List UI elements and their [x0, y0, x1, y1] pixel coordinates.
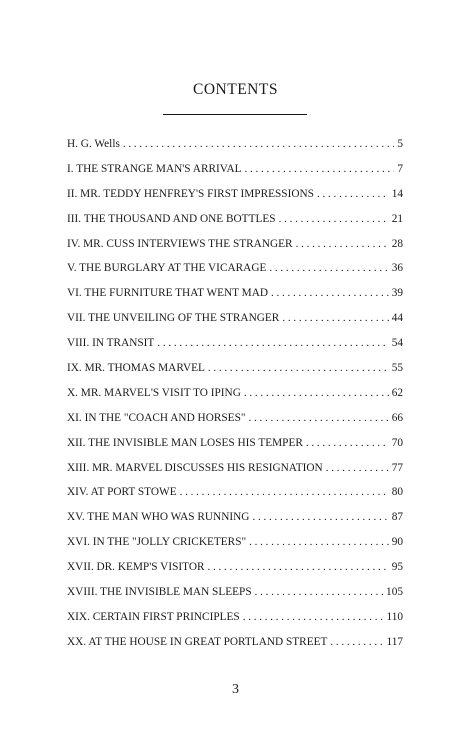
toc-entry-page: 62: [391, 386, 403, 399]
toc-entry[interactable]: [67, 385, 403, 410]
toc-entry[interactable]: [67, 484, 403, 509]
toc-entry-title: XII. THE INVISIBLE MAN LOSES HIS TEMPER: [67, 436, 303, 449]
dot-leader: [245, 161, 395, 177]
toc-entry-title: VIII. IN TRANSIT: [67, 337, 155, 350]
toc-entry-title: II. MR. TEDDY HENFREY'S FIRST IMPRESSIONS: [67, 187, 314, 200]
dot-leader: [123, 136, 394, 152]
page-number: 3: [232, 682, 239, 697]
dot-leader: [282, 310, 388, 326]
toc-entry[interactable]: [67, 236, 403, 261]
toc-entry[interactable]: [67, 285, 403, 310]
toc-entry-page: 55: [391, 362, 403, 375]
toc-entry-page: 117: [386, 635, 403, 648]
toc-entry-page: 90: [391, 536, 403, 549]
dot-leader: [269, 260, 388, 276]
toc-entry-page: 14: [391, 187, 403, 200]
toc-entry[interactable]: [67, 410, 403, 435]
title-divider: [163, 114, 307, 115]
dot-leader: [249, 534, 389, 550]
dot-leader: [255, 584, 383, 600]
toc-entry-page: 54: [391, 337, 403, 350]
toc-entry[interactable]: [67, 584, 403, 609]
toc-entry-title: XVI. IN THE "JOLLY CRICKETERS": [67, 536, 247, 549]
toc-entry[interactable]: [67, 534, 403, 559]
toc-entry-title: IX. MR. THOMAS MARVEL: [67, 362, 205, 375]
toc-entry[interactable]: [67, 186, 403, 211]
toc-entry[interactable]: [67, 460, 403, 485]
toc-entry[interactable]: [67, 260, 403, 285]
toc-entry[interactable]: [67, 509, 403, 534]
toc-entry-title: XVII. DR. KEMP'S VISITOR: [67, 561, 205, 574]
page-title: CONTENTS: [193, 81, 278, 98]
toc-entry-page: 5: [397, 138, 403, 150]
dot-leader: [306, 435, 389, 451]
dot-leader: [208, 360, 389, 376]
dot-leader: [244, 385, 389, 401]
toc-entry[interactable]: [67, 634, 403, 659]
toc-entry-title: XI. IN THE "COACH AND HORSES": [67, 411, 246, 424]
toc-entry-title: X. MR. MARVEL'S VISIT TO IPING: [67, 386, 241, 399]
toc-entry[interactable]: [67, 211, 403, 236]
dot-leader: [180, 484, 389, 500]
toc-entry-page: 28: [391, 237, 403, 250]
toc-entry[interactable]: [67, 335, 403, 360]
toc-entry-title: XX. AT THE HOUSE IN GREAT PORTLAND STREET: [67, 635, 328, 648]
toc-entry-page: 77: [391, 461, 403, 474]
dot-leader: [279, 211, 389, 227]
toc-entry[interactable]: [67, 136, 403, 161]
toc-entry-title: XIV. AT PORT STOWE: [67, 486, 177, 499]
dot-leader: [157, 335, 388, 351]
toc-entry-title: VI. THE FURNITURE THAT WENT MAD: [67, 287, 269, 300]
toc-entry[interactable]: [67, 559, 403, 584]
dot-leader: [208, 559, 389, 575]
toc-entry[interactable]: [67, 609, 403, 634]
toc-entry-title: XV. THE MAN WHO WAS RUNNING: [67, 511, 250, 524]
toc-entry-title: I. THE STRANGE MAN'S ARRIVAL: [67, 162, 242, 175]
toc-entry-page: 21: [391, 212, 403, 225]
dot-leader: [330, 634, 383, 650]
toc-entry-page: 80: [391, 486, 403, 499]
toc-entry-title: V. THE BURGLARY AT THE VICARAGE: [67, 262, 267, 275]
toc-entry[interactable]: [67, 360, 403, 385]
toc-entry[interactable]: [67, 435, 403, 460]
toc-entry-page: 95: [391, 561, 403, 574]
toc-entry-title: XIII. MR. MARVEL DISCUSSES HIS RESIGNATION: [67, 461, 323, 474]
table-of-contents: [67, 136, 403, 659]
toc-entry-title: IV. MR. CUSS INTERVIEWS THE STRANGER: [67, 237, 293, 250]
toc-entry-title: VII. THE UNVEILING OF THE STRANGER: [67, 312, 280, 325]
toc-entry-page: 7: [397, 162, 403, 175]
dot-leader: [243, 609, 384, 625]
toc-entry-page: 36: [391, 262, 403, 275]
dot-leader: [296, 236, 389, 252]
toc-entry-title: XVIII. THE INVISIBLE MAN SLEEPS: [67, 586, 252, 599]
toc-entry-page: 66: [391, 411, 403, 424]
dot-leader: [248, 410, 388, 426]
dot-leader: [271, 285, 389, 301]
toc-entry-title: III. THE THOUSAND AND ONE BOTTLES: [67, 212, 276, 225]
toc-entry-page: 87: [391, 511, 403, 524]
dot-leader: [317, 186, 389, 202]
dot-leader: [252, 509, 388, 525]
toc-entry-title: H. G. Wells: [67, 138, 120, 150]
toc-entry[interactable]: [67, 161, 403, 186]
toc-entry-page: 110: [386, 610, 403, 623]
toc-entry[interactable]: [67, 310, 403, 335]
dot-leader: [326, 460, 389, 476]
toc-entry-page: 39: [391, 287, 403, 300]
toc-entry-page: 70: [391, 436, 403, 449]
toc-entry-title: XIX. CERTAIN FIRST PRINCIPLES: [67, 610, 240, 623]
toc-entry-page: 105: [386, 586, 403, 599]
toc-entry-page: 44: [391, 312, 403, 325]
